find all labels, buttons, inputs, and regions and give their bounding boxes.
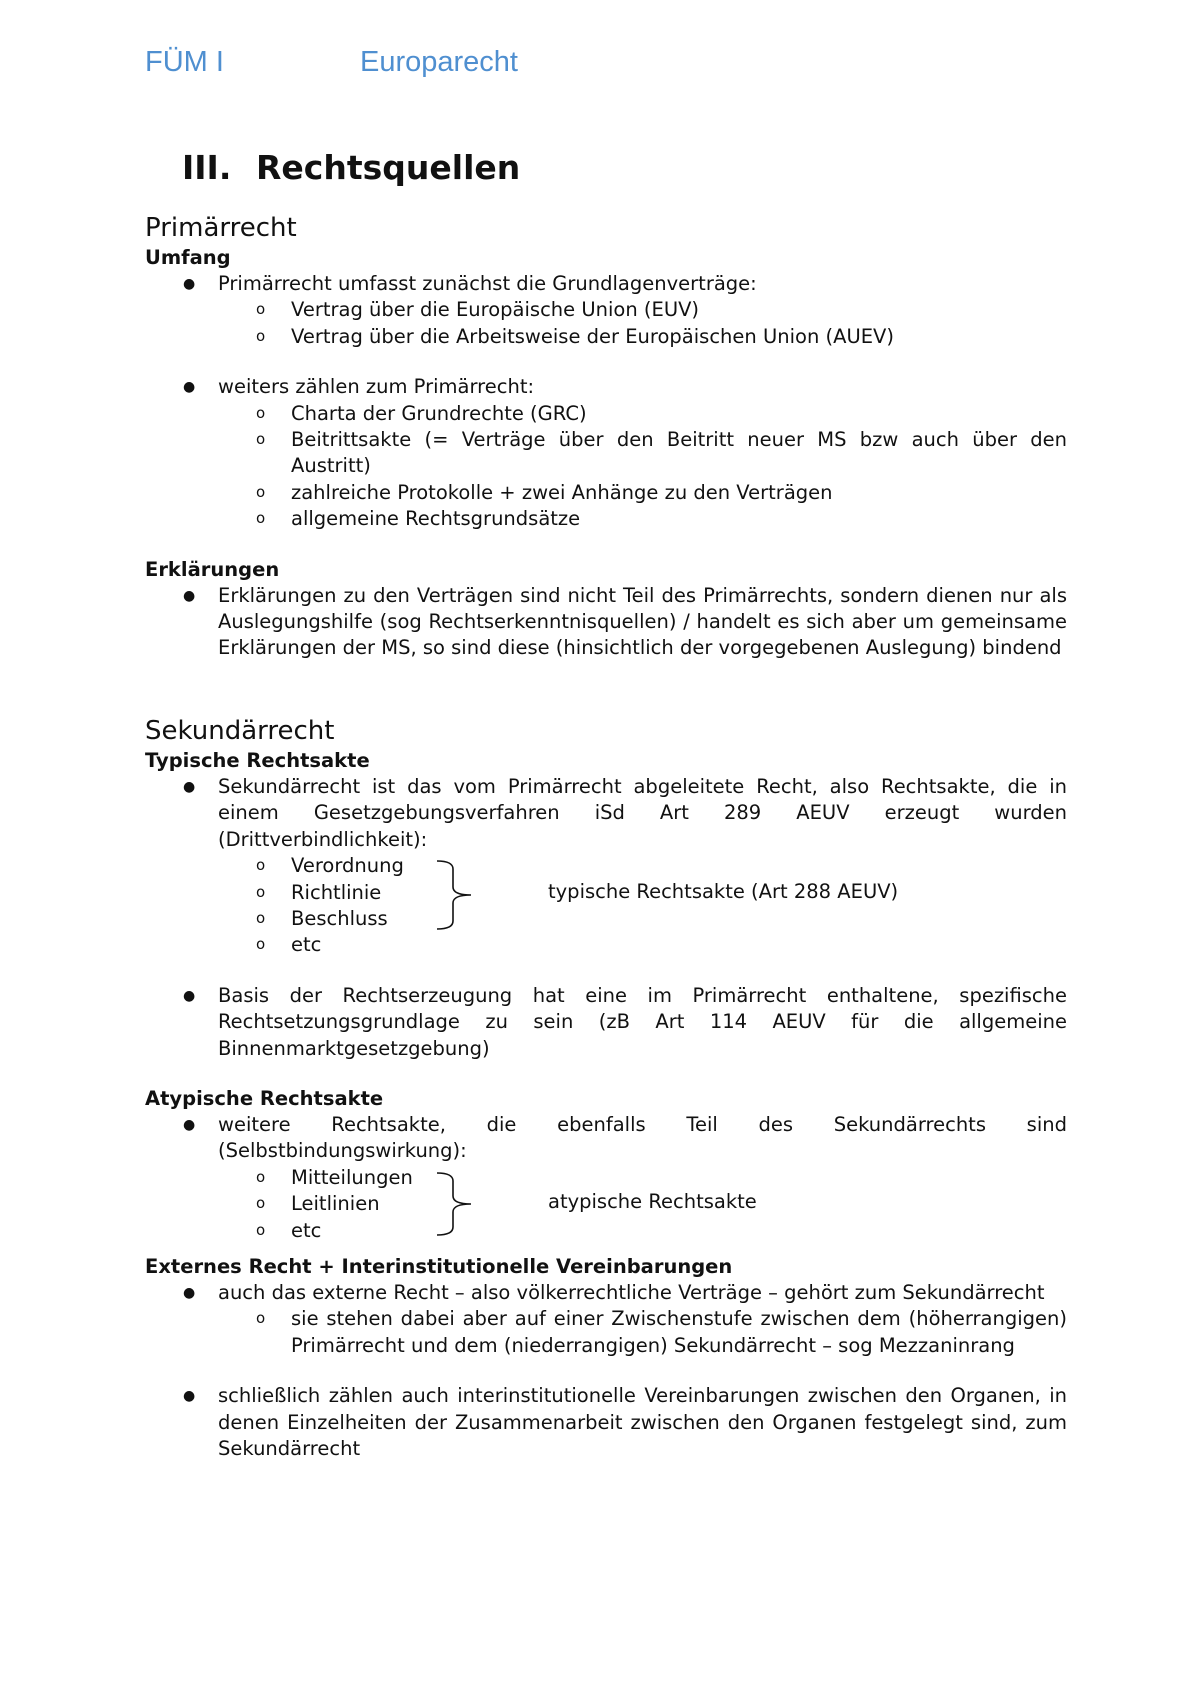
spacer xyxy=(145,1359,1067,1383)
list-item xyxy=(218,853,1067,879)
circle-bullet-icon: o xyxy=(256,326,266,345)
list-item xyxy=(218,401,1067,427)
list-item xyxy=(145,583,1067,662)
circle-bullet-icon: o xyxy=(256,430,266,449)
bullet-text: Basis der Rechtserzeugung hat eine im Primärrecht enthaltene, spezifische Rechtsetzungsgrundlage zu sein (zB Art 114 AEUV für die allgemeine Binnenmarktgesetzgebung) xyxy=(218,983,1067,1060)
chapter-number: III. xyxy=(182,148,232,187)
circle-bullet-icon: o xyxy=(256,1309,266,1328)
subject-label: Europarecht xyxy=(360,46,518,78)
bullet-text: Verordnung xyxy=(291,854,404,878)
bullet-text: Primärrecht umfasst zunächst die Grundlagenverträge: xyxy=(218,272,757,295)
bullet-text: Vertrag über die Arbeitsweise der Europäischen Union (AUEV) xyxy=(291,324,894,348)
brace-label: atypische Rechtsakte xyxy=(548,1189,757,1213)
circle-bullet-icon: o xyxy=(256,856,266,875)
list-item xyxy=(145,1280,1067,1359)
list-item xyxy=(218,324,1067,350)
bullet-list xyxy=(145,271,1067,533)
curly-brace-icon xyxy=(435,1171,475,1237)
document-body xyxy=(145,148,1067,1462)
list-item xyxy=(218,1165,1067,1191)
bullet-list xyxy=(145,583,1067,662)
subsection-title-typisch: Typische Rechtsakte xyxy=(145,748,370,772)
list-item xyxy=(218,932,1067,958)
bullet-text: etc xyxy=(291,1218,322,1242)
bullet-text: Sekundärrecht ist das vom Primärrecht abgeleitete Recht, also Rechtsakte, die in einem Gesetzgebungsverfahren iSd Art 289 AEUV erzeugt wurden (Drittverbindlichkeit): xyxy=(218,774,1067,851)
brace-label: typische Rechtsakte (Art 288 AEUV) xyxy=(548,880,899,904)
list-item xyxy=(145,1383,1067,1462)
list-item xyxy=(145,1112,1067,1244)
spacer xyxy=(145,533,1067,557)
section-title-primaerrecht: Primärrecht xyxy=(145,213,297,243)
chapter-title: Rechtsquellen xyxy=(256,148,521,187)
bullet-icon: ● xyxy=(183,276,196,292)
spacer xyxy=(145,959,1067,983)
circle-bullet-icon: o xyxy=(256,1220,266,1239)
spacer xyxy=(145,350,1067,374)
bullet-list xyxy=(145,774,1067,1062)
bullet-list xyxy=(145,1112,1067,1244)
bullet-list xyxy=(145,1280,1067,1462)
bullet-text: Beschluss xyxy=(291,906,388,930)
bullet-text: schließlich zählen auch interinstitutionelle Vereinbarungen zwischen den Organen, in denen Einzelheiten der Zusammenarbeit zwischen den Organen festgelegt sind, zum Sekundärrecht xyxy=(218,1384,1067,1460)
circle-bullet-icon: o xyxy=(256,403,266,422)
bullet-text: Erklärungen zu den Verträgen sind nicht Teil des Primärrechts, sondern dienen nur als Auslegungshilfe (sog Rechtserkenntnisquellen) / handelt es sich aber um gemeinsame Erklärungen der MS, so sind diese (hinsichtlich der vorgegebenen Auslegung) bindend xyxy=(218,583,1067,660)
spacer xyxy=(145,662,1067,714)
section-title-sekundaerrecht: Sekundärrecht xyxy=(145,715,335,746)
list-item xyxy=(218,506,1067,532)
list-item xyxy=(145,374,1067,532)
course-label: FÜM I xyxy=(145,46,224,78)
bullet-text: Leitlinien xyxy=(291,1192,380,1216)
list-item xyxy=(218,427,1067,480)
bullet-text: etc xyxy=(291,933,322,957)
circle-bullet-icon: o xyxy=(256,882,266,901)
bullet-text: weiters zählen zum Primärrecht: xyxy=(218,375,535,399)
bracketed-list xyxy=(218,853,1067,959)
circle-bullet-icon: o xyxy=(256,935,266,954)
bullet-text: Charta der Grundrechte (GRC) xyxy=(291,401,587,425)
bullet-icon: ● xyxy=(183,1388,196,1405)
bullet-text: Beitrittsakte (= Verträge über den Beitritt neuer MS bzw auch über den Austritt) xyxy=(291,428,1067,478)
sub-list xyxy=(218,401,1067,533)
bullet-text: Mitteilungen xyxy=(291,1165,413,1189)
bullet-icon: ● xyxy=(183,587,196,604)
bullet-icon: ● xyxy=(183,987,196,1004)
bullet-icon: ● xyxy=(183,778,196,795)
bullet-text: zahlreiche Protokolle + zwei Anhänge zu den Verträgen xyxy=(291,480,833,504)
list-item xyxy=(218,1218,1067,1244)
bullet-text: auch das externe Recht – also völkerrechtliche Verträge – gehört zum Sekundärrecht xyxy=(218,1280,1045,1304)
circle-bullet-icon: o xyxy=(256,509,266,528)
bullet-text: Vertrag über die Europäische Union (EUV) xyxy=(291,298,700,322)
list-item xyxy=(218,906,1067,932)
list-item xyxy=(145,271,1067,350)
list-item xyxy=(218,480,1067,506)
circle-bullet-icon: o xyxy=(256,1167,266,1186)
subsection-title-atypisch: Atypische Rechtsakte xyxy=(145,1086,384,1110)
bullet-text: allgemeine Rechtsgrundsätze xyxy=(291,507,581,531)
spacer xyxy=(145,1062,1067,1086)
chapter-heading xyxy=(182,148,1067,187)
subsection-title-erklaerungen: Erklärungen xyxy=(145,557,280,581)
list-item xyxy=(145,774,1067,959)
circle-bullet-icon: o xyxy=(256,908,266,927)
bullet-icon: ● xyxy=(183,379,196,396)
list-item xyxy=(218,1306,1067,1359)
list-item xyxy=(145,983,1067,1062)
curly-brace-icon xyxy=(435,859,475,931)
bullet-text: weitere Rechtsakte, die ebenfalls Teil des Sekundärrechts sind (Selbstbindungswirkung): xyxy=(218,1112,1067,1163)
sub-list xyxy=(218,853,1067,959)
circle-bullet-icon: o xyxy=(256,482,266,501)
subsection-title-extern: Externes Recht + Interinstitutionelle Vereinbarungen xyxy=(145,1254,733,1278)
sub-list xyxy=(218,1306,1067,1359)
bracketed-list xyxy=(218,1165,1067,1244)
list-item xyxy=(218,297,1067,323)
subsection-title-umfang: Umfang xyxy=(145,246,231,269)
bullet-icon: ● xyxy=(183,1284,196,1301)
bullet-text: sie stehen dabei aber auf einer Zwischenstufe zwischen dem (höherrangigen) Primärrecht und dem (niederrangigen) Sekundärrecht – sog Mezzaninrang xyxy=(291,1307,1067,1357)
bullet-text: Richtlinie xyxy=(291,880,382,904)
circle-bullet-icon: o xyxy=(256,300,266,319)
sub-list xyxy=(218,297,1067,350)
spacer xyxy=(145,1244,1067,1254)
bullet-icon: ● xyxy=(183,1116,196,1133)
circle-bullet-icon: o xyxy=(256,1194,266,1213)
